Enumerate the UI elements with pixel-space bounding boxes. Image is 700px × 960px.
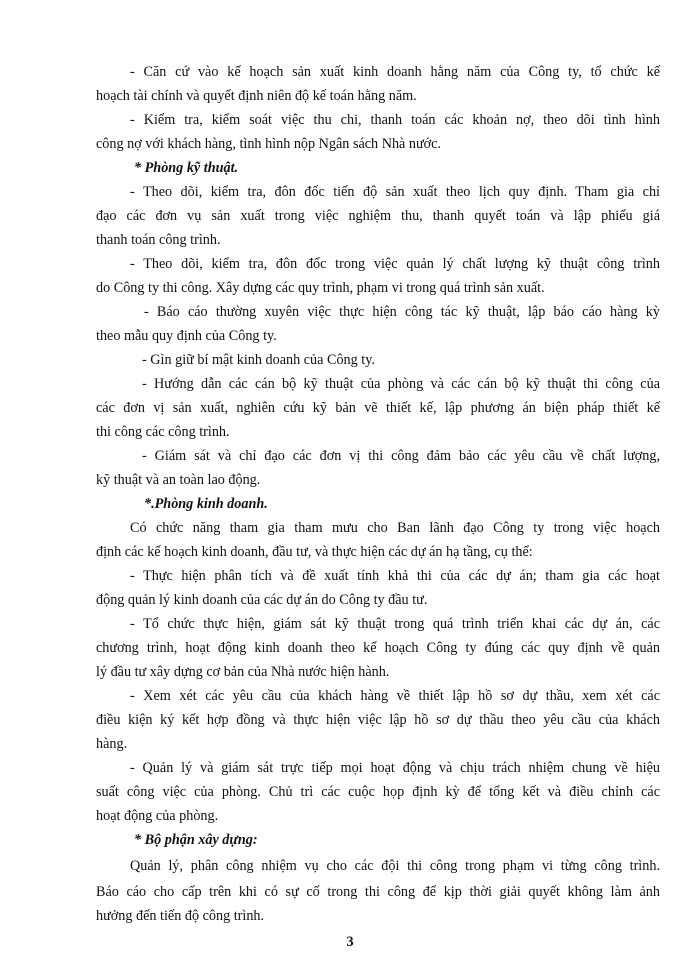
text-line: kỹ thuật và an toàn lao động. bbox=[96, 472, 261, 488]
text-line: động quản lý kinh doanh của các dự án do Công ty đầu tư. bbox=[96, 592, 428, 608]
text-line: hưởng đến tiến độ công trình. bbox=[96, 908, 265, 924]
text-line: - Thực hiện phân tích và đề xuất tính khả thi của các dự án; tham gia các hoạt bbox=[130, 568, 660, 584]
text-line: - Theo dõi, kiểm tra, đôn đốc trong việc quản lý chất lượng kỹ thuật công trình bbox=[130, 256, 660, 272]
text-line: hàng. bbox=[96, 736, 128, 752]
text-line: các đơn vị sản xuất, nghiên cứu kỹ bản vẽ thiết kế, lập phương án biện pháp thiết kế bbox=[96, 400, 660, 416]
text-line: hoạt động của phòng. bbox=[96, 808, 219, 824]
text-line: Quản lý, phân công nhiệm vụ cho các đội thi công trong phạm vi từng công trình. bbox=[130, 858, 660, 874]
text-line: theo mẫu quy định của Công ty. bbox=[96, 328, 277, 344]
text-line: chương trình, hoạt động kinh doanh theo kế hoạch Công ty đúng các quy định về quản bbox=[96, 640, 660, 656]
text-line: Có chức năng tham gia tham mưu cho Ban lãnh đạo Công ty trong việc hoạch bbox=[130, 520, 660, 536]
text-line: - Gìn giữ bí mật kinh doanh của Công ty. bbox=[142, 352, 375, 368]
text-line: điều kiện ký kết hợp đồng và thực hiện việc lập hồ sơ dự thầu theo yêu cầu của khách bbox=[96, 712, 660, 728]
text-line: - Hướng dẫn các cán bộ kỹ thuật của phòng và các cán bộ kỹ thuật thi công của bbox=[142, 376, 660, 392]
text-line: lý đầu tư xây dựng cơ bản của Nhà nước hiện hành. bbox=[96, 664, 390, 680]
text-line: - Kiểm tra, kiểm soát việc thu chi, thanh toán các khoản nợ, theo dõi tình hình bbox=[130, 112, 660, 128]
section-heading-construction: * Bộ phận xây dựng: bbox=[134, 832, 258, 848]
section-heading-business: *.Phòng kinh doanh. bbox=[144, 496, 268, 512]
text-line: hoạch tài chính và quyết định niên độ kế toán hằng năm. bbox=[96, 88, 417, 104]
text-line: - Theo dõi, kiểm tra, đôn đốc tiến độ sản xuất theo lịch quy định. Tham gia chỉ bbox=[130, 184, 660, 200]
text-line: suất công việc của phòng. Chủ trì các cuộc họp định kỳ để tổng kết và điều chỉnh các bbox=[96, 784, 660, 800]
text-line: - Căn cứ vào kế hoạch sản xuất kinh doanh hằng năm của Công ty, tổ chức kế bbox=[130, 64, 660, 80]
text-line: - Tổ chức thực hiện, giám sát kỹ thuật trong quá trình triển khai các dự án, các bbox=[130, 616, 660, 632]
text-line: thi công các công trình. bbox=[96, 424, 230, 440]
text-line: - Giám sát và chỉ đạo các đơn vị thi công đảm bảo các yêu cầu về chất lượng, bbox=[142, 448, 660, 464]
text-line: - Quản lý và giám sát trực tiếp mọi hoạt động và chịu trách nhiệm chung về hiệu bbox=[130, 760, 660, 776]
text-line: Báo cáo cho cấp trên khi có sự cố trong thi công để kịp thời giải quyết không làm ảnh bbox=[96, 884, 660, 900]
text-line: đạo các đơn vụ sản xuất trong việc nghiệm thu, thanh quyết toán và lập phiếu giá bbox=[96, 208, 660, 224]
text-line: - Xem xét các yêu cầu của khách hàng về thiết lập hồ sơ dự thầu, xem xét các bbox=[130, 688, 660, 704]
page-number: 3 bbox=[346, 934, 354, 950]
text-line: công nợ với khách hàng, tình hình nộp Ngân sách Nhà nước. bbox=[96, 136, 442, 152]
text-line: thanh toán công trình. bbox=[96, 232, 221, 248]
text-line: do Công ty thi công. Xây dựng các quy trình, phạm vi trong quá trình sản xuất. bbox=[96, 280, 545, 296]
section-heading-technical: * Phòng kỹ thuật. bbox=[134, 160, 239, 176]
text-line: định các kế hoạch kinh doanh, đầu tư, và thực hiện các dự án hạ tầng, cụ thể: bbox=[96, 544, 533, 560]
text-line: - Báo cáo thường xuyên việc thực hiện công tác kỹ thuật, lập báo cáo hàng kỳ bbox=[144, 304, 660, 320]
